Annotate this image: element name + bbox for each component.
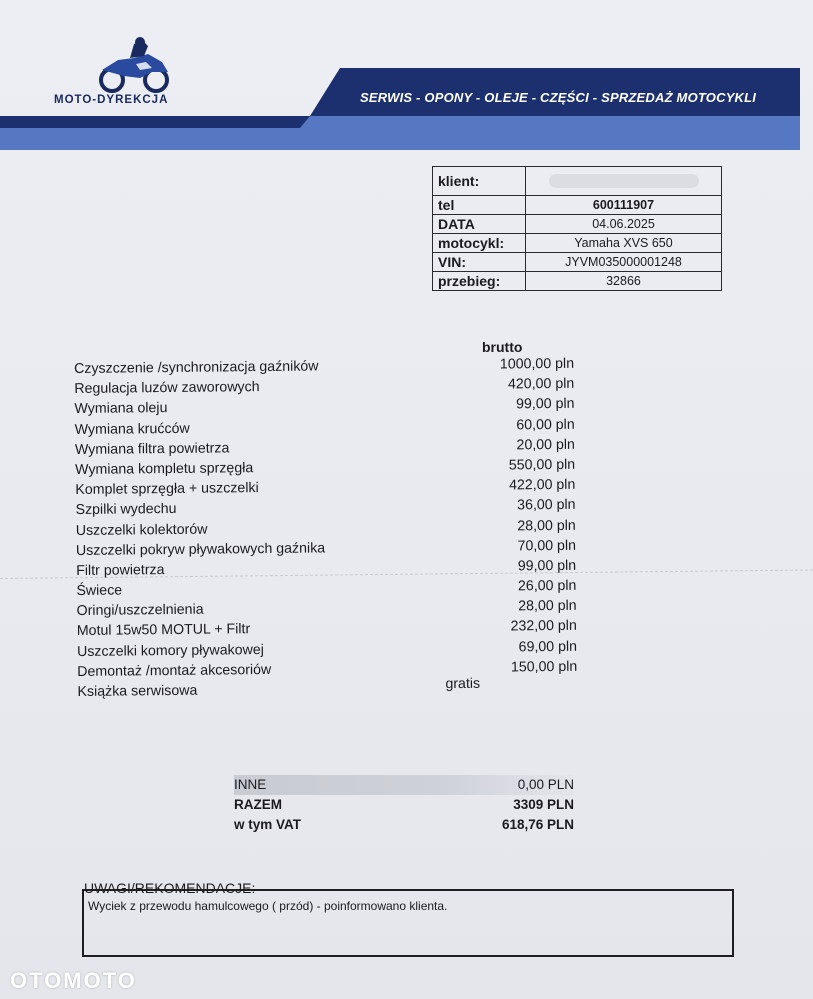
item-label: Filtr powietrza: [76, 561, 165, 579]
item-price: 550,00 pln: [508, 456, 576, 474]
item-label: Motul 15w50 MOTUL + Filtr: [76, 621, 251, 640]
item-price-gratis: gratis: [445, 675, 481, 693]
item-price: 150,00 pln: [510, 658, 578, 676]
item-label: Demontaż /montaż akcesoriów: [77, 661, 272, 680]
brutto-column-header: brutto: [482, 339, 523, 355]
total-value: 3309 PLN: [513, 797, 574, 812]
item-price: 36,00 pln: [517, 497, 576, 514]
motorcycle-value: Yamaha XVS 650: [526, 234, 722, 253]
table-row: [433, 215, 722, 234]
watermark-text: OTOMOTO: [10, 968, 137, 993]
vat-value: 618,76 PLN: [501, 817, 574, 832]
vin-value: JYVM035000001248: [526, 253, 722, 272]
date-label: DATA: [433, 215, 526, 234]
table-row: [433, 234, 722, 253]
item-price: 420,00 pln: [507, 375, 575, 393]
item-price: 20,00 pln: [516, 436, 575, 454]
item-label: Wymiana oleju: [74, 400, 168, 418]
logo-text: MOTO-DYREKCJA: [54, 94, 169, 106]
item-price: 70,00 pln: [517, 537, 577, 555]
item-label: Świece: [76, 582, 123, 600]
item-price: 28,00 pln: [517, 517, 576, 534]
client-info-table: [432, 166, 722, 291]
item-label: Oringi/uszczelnienia: [76, 601, 204, 620]
vin-label: VIN:: [433, 253, 526, 272]
item-label: Wymiana kompletu sprzęgła: [75, 460, 254, 478]
item-label: Regulacja luzów zaworowych: [74, 379, 260, 398]
item-label: Komplet sprzęgła + uszczelki: [75, 480, 259, 499]
totals-block: [234, 775, 574, 835]
item-price: 28,00 pln: [518, 598, 577, 615]
client-label: klient:: [433, 167, 526, 196]
item-price: 99,00 pln: [516, 396, 575, 413]
item-label: Książka serwisowa: [77, 682, 198, 700]
list-item: [77, 675, 577, 704]
service-items-list: [74, 356, 578, 704]
table-row: [433, 272, 722, 291]
remarks-box: [82, 889, 734, 957]
redacted-client-name: [549, 174, 699, 188]
other-row: [234, 775, 574, 795]
mileage-label: przebieg:: [433, 272, 526, 291]
item-label: Wymiana krućców: [74, 420, 190, 438]
remarks-text: Wyciek z przewodu hamulcowego ( przód) - poinformowano klienta.: [88, 899, 448, 913]
item-label: Czyszczenie /synchronizacja gaźników: [74, 358, 319, 377]
motorcycle-label: motocykl:: [433, 234, 526, 253]
other-label: INNE: [234, 777, 267, 792]
phone-value: 600111907: [526, 196, 722, 215]
date-value: 04.06.2025: [526, 215, 722, 234]
other-value: 0,00 PLN: [517, 777, 574, 792]
item-label: Uszczelki pokryw pływakowych gaźnika: [75, 540, 326, 559]
item-label: Uszczelki kolektorów: [75, 521, 208, 539]
table-row: [433, 167, 722, 196]
client-value: [526, 167, 722, 196]
table-row: [433, 253, 722, 272]
total-label: RAZEM: [234, 797, 282, 812]
vat-label: w tym VAT: [234, 817, 302, 832]
remarks-title: UWAGI/REKOMENDACJE:: [84, 880, 256, 896]
table-row: [433, 196, 722, 215]
item-label: Uszczelki komory pływakowej: [76, 641, 264, 660]
header-tagline: SERWIS - OPONY - OLEJE - CZĘŚCI - SPRZEDAŻ MOTOCYKLI: [360, 90, 757, 105]
header-banner: [0, 66, 800, 150]
item-price: 1000,00 pln: [499, 355, 575, 373]
item-price: 69,00 pln: [518, 638, 578, 655]
item-price: 422,00 pln: [508, 476, 576, 494]
item-label: Szpilki wydechu: [75, 501, 177, 519]
item-price: 232,00 pln: [510, 618, 577, 635]
vat-row: [234, 815, 574, 835]
phone-label: tel: [433, 196, 526, 215]
mileage-value: 32866: [526, 272, 722, 291]
total-row: [234, 795, 574, 815]
item-price: 26,00 pln: [517, 577, 577, 595]
item-price: 60,00 pln: [516, 416, 575, 433]
item-label: Wymiana filtra powietrza: [74, 440, 230, 458]
item-price: 99,00 pln: [517, 557, 577, 575]
